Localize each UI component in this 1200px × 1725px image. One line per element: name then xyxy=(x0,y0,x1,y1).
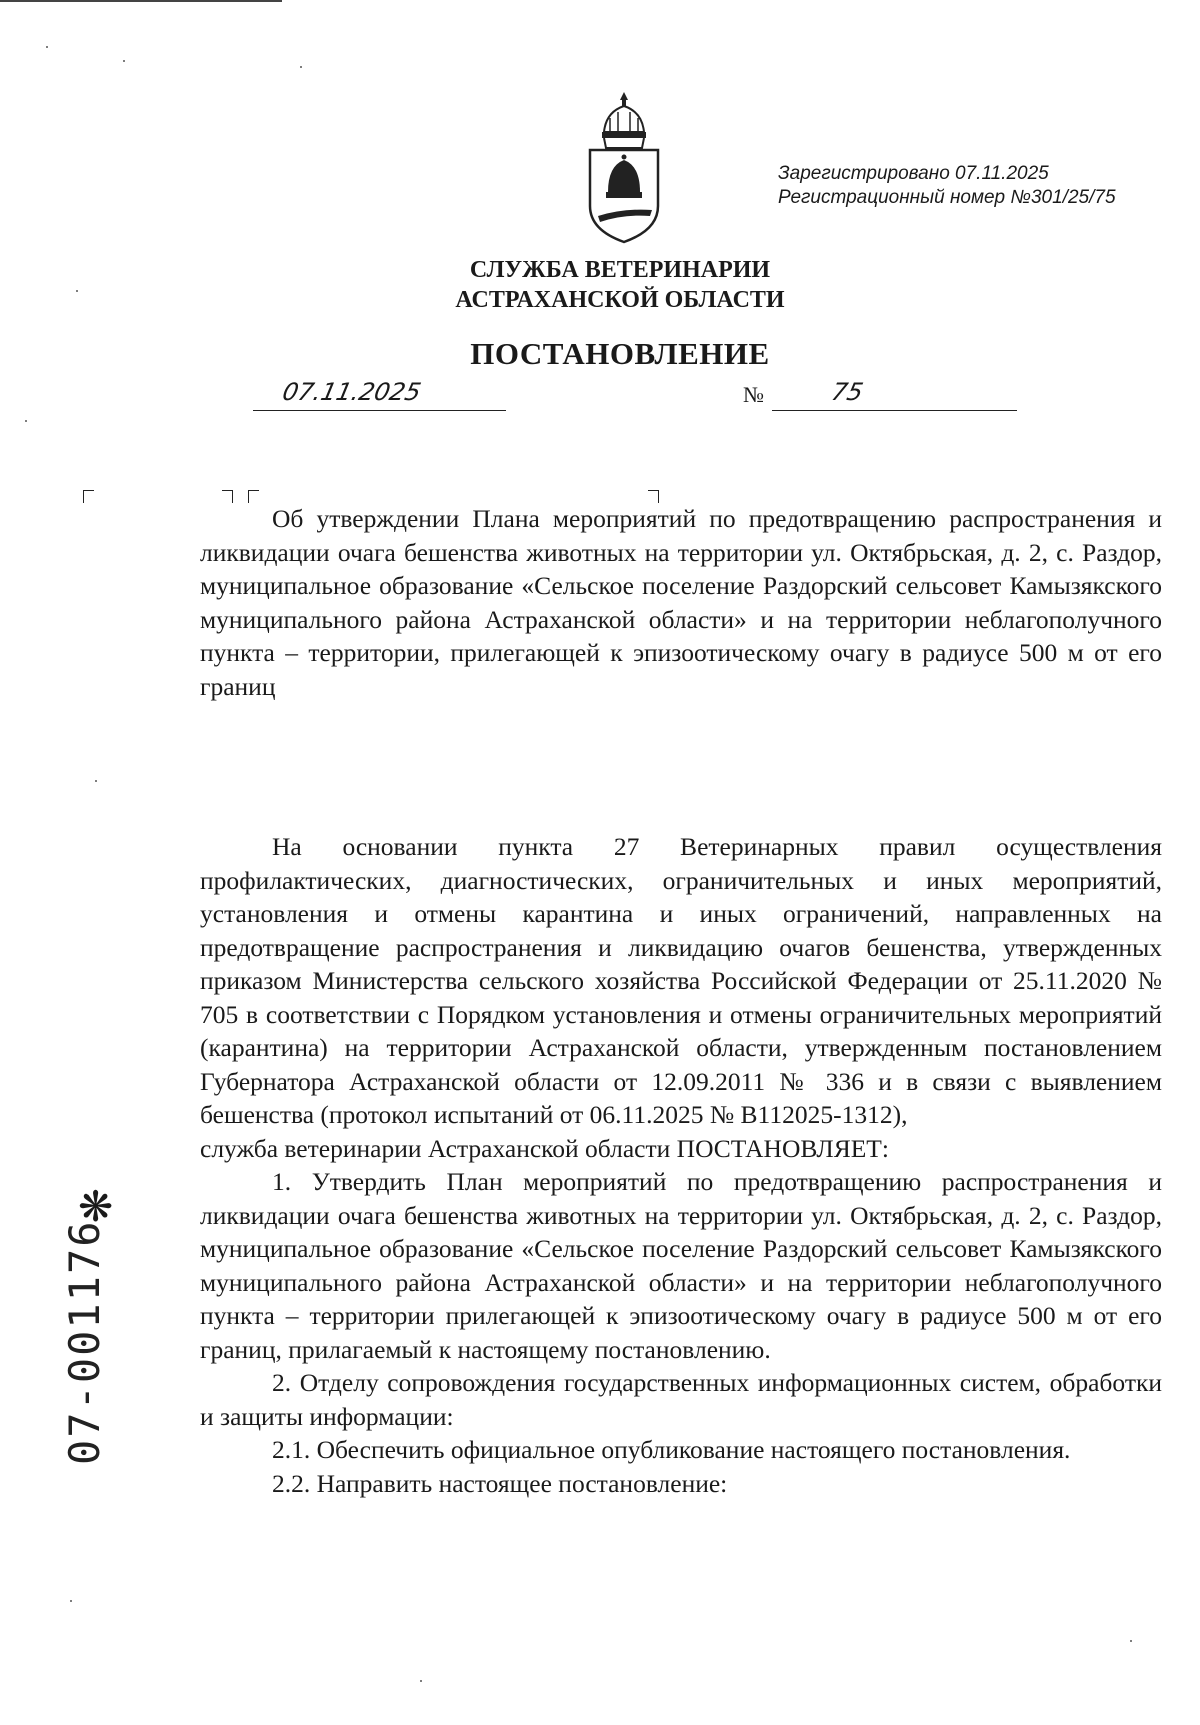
agency-line-2: АСТРАХАНСКОЙ ОБЛАСТИ xyxy=(455,287,785,313)
scan-speck xyxy=(123,60,125,62)
document-type: ПОСТАНОВЛЕНИЕ xyxy=(470,336,770,371)
scan-speck xyxy=(95,780,97,782)
scan-speck xyxy=(46,46,48,48)
preamble-paragraph: На основании пункта 27 Ветеринарных правил осуществления профилактических, диагностических, ограничительных и иных мероприятий, установления и отмены карантина и иных ограничений, направленных на предотвращение распространения и ликвидацию очагов бешенства, утвержденных приказом Министерства сельского хозяйства Российской Федерации от 25.11.2020 № 705 в соответствии с Порядком установления и отмены ограничительных мероприятий (карантина) на территории Астраханской области, утвержденным постановлением Губернатора Астраханской области от 12.09.2011 № 336 и в связи с выявлением бешенства (протокол испытаний от 06.11.2025 № В112025-1312), xyxy=(200,832,1162,1129)
date-field xyxy=(253,378,506,411)
clause-1: 1. Утвердить План мероприятий по предотвращению распространения и ликвидации очага бешенства животных на территории ул. Октябрьская, д. 2, с. Раздор, муниципальное образование «Сельское поселение Раздорский сельсовет Камызякского муниципального района Астраханской области» и на территории неблагополучного пункта – территории прилегающей к эпизоотическому очагу в радиусе 500 м от его границ, прилагаемый к настоящему постановлению. xyxy=(200,1167,1162,1364)
agency-line-1: СЛУЖБА ВЕТЕРИНАРИИ xyxy=(469,257,771,283)
title-text: Об утверждении Плана мероприятий по предотвращению распространения и ликвидации очага бешенства животных на территории ул. Октябрьская, д. 2, с. Раздор, муниципальное образование «Сельское поселение Раздорский сельсовет Камызякского муниципального района Астраханской области» и на территории неблагополучного пункта – территории, прилегающей к эпизоотическому очагу в радиусе 500 м от его границ xyxy=(200,504,1162,701)
number-sign: № xyxy=(743,382,764,407)
handwritten-date: 07.11.2025 xyxy=(280,378,424,406)
corner-mark xyxy=(83,490,94,503)
scan-speck xyxy=(420,1680,422,1682)
agency-name xyxy=(360,255,880,315)
number-field xyxy=(772,378,1017,411)
registration-number: Регистрационный номер №301/25/75 xyxy=(778,187,1116,208)
scan-edge-line xyxy=(0,0,282,2)
scan-speck xyxy=(76,290,78,292)
resolves-line: служба ветеринарии Астраханской области ПОСТАНОВЛЯЕТ: xyxy=(200,1133,889,1163)
document-body xyxy=(200,830,1162,1500)
registration-date: Зарегистрировано 07.11.2025 xyxy=(778,163,1049,184)
scan-speck xyxy=(25,420,27,422)
clause-2-1: 2.1. Обеспечить официальное опубликование настоящего постановления. xyxy=(272,1435,1071,1464)
scan-speck xyxy=(1130,1640,1132,1642)
coat-of-arms-icon xyxy=(580,88,668,246)
clause-2: 2. Отделу сопровождения государственных информационных систем, обработки и защиты информации: xyxy=(200,1368,1162,1431)
scan-speck xyxy=(300,66,302,68)
asterisk-mark: ❋ xyxy=(78,1182,114,1231)
handwritten-number: 75 xyxy=(829,378,866,406)
scan-speck xyxy=(70,1600,72,1602)
document-code-stamp: 07-001176 xyxy=(60,1219,109,1465)
clause-2-2: 2.2. Направить настоящее постановление: xyxy=(272,1468,728,1498)
document-title xyxy=(200,502,1162,703)
registration-stamp xyxy=(778,162,1116,210)
